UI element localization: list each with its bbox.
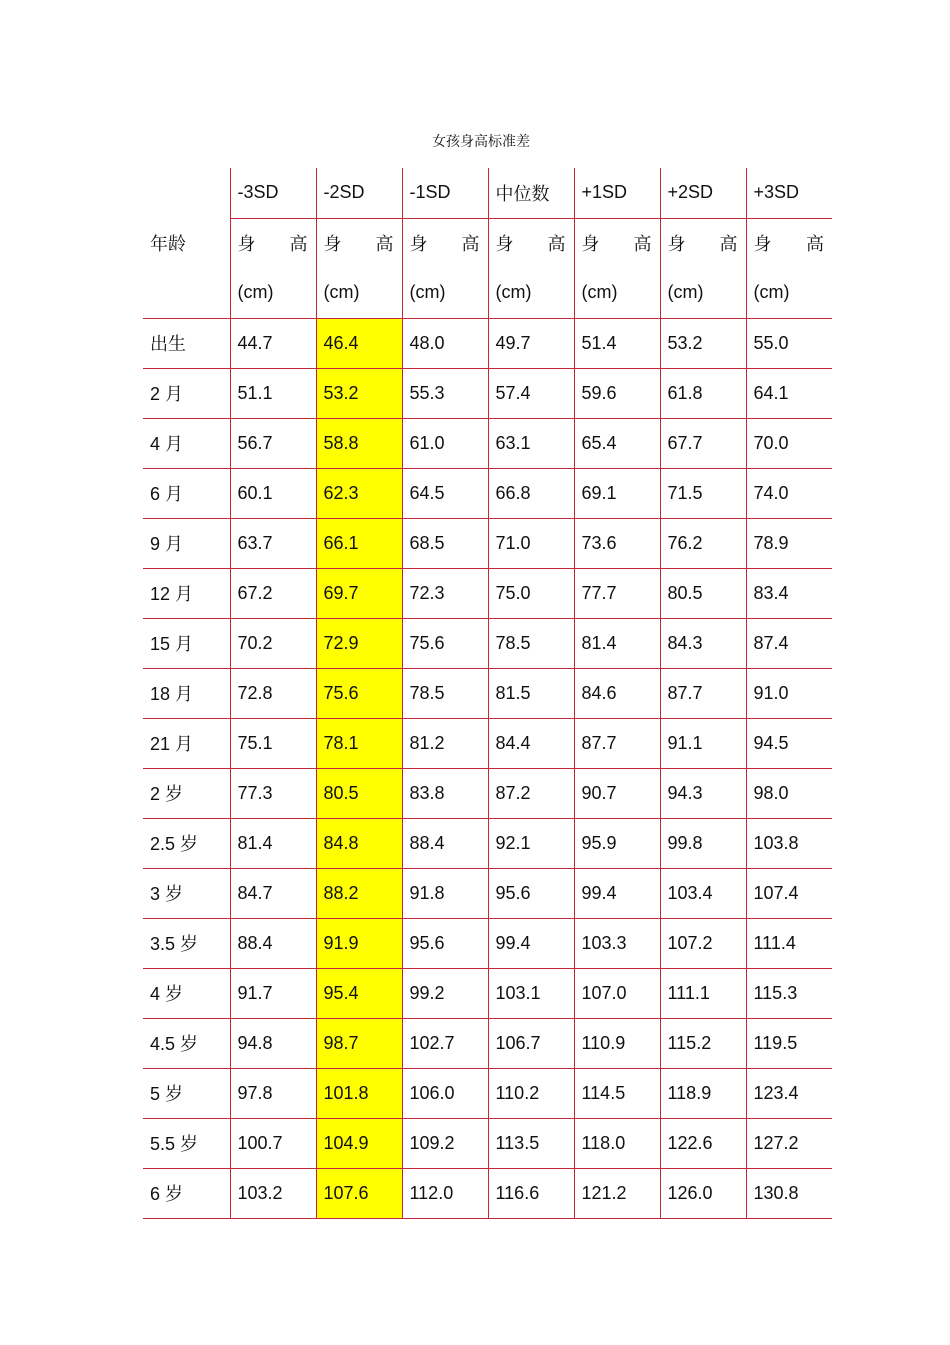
value-cell: 107.6 [316, 1168, 402, 1218]
value-cell: 69.7 [316, 568, 402, 618]
header-measure-left: 身 [581, 234, 600, 255]
age-cell: 5.5 岁 [143, 1118, 230, 1168]
value-cell: 65.4 [574, 418, 660, 468]
header-measure-right: 高 [289, 234, 308, 255]
value-cell: 83.8 [402, 768, 488, 818]
value-cell: 76.2 [660, 518, 746, 568]
value-cell: 75.0 [488, 568, 574, 618]
header-measure-left: 身 [667, 234, 686, 255]
value-cell: 87.7 [660, 668, 746, 718]
table-row [143, 468, 832, 518]
age-cell: 21 月 [143, 718, 230, 768]
value-cell: 107.2 [660, 918, 746, 968]
value-cell: 57.4 [488, 368, 574, 418]
value-cell: 63.1 [488, 418, 574, 468]
age-cell: 9 月 [143, 518, 230, 568]
header-measure-text [668, 230, 746, 256]
value-cell: 72.8 [230, 668, 316, 718]
value-cell: 115.2 [660, 1018, 746, 1068]
header-unit-cell: (cm) [316, 268, 402, 318]
header-measure-right: 高 [806, 234, 824, 255]
value-cell: 64.5 [402, 468, 488, 518]
value-cell: 112.0 [402, 1168, 488, 1218]
value-cell: 121.2 [574, 1168, 660, 1218]
value-cell: 100.7 [230, 1118, 316, 1168]
value-cell: 119.5 [746, 1018, 832, 1068]
value-cell: 88.4 [402, 818, 488, 868]
header-measure-text [582, 230, 660, 256]
header-col-minus1sd: -1SD [402, 168, 488, 218]
value-cell: 81.4 [574, 618, 660, 668]
value-cell: 62.3 [316, 468, 402, 518]
age-cell: 4 岁 [143, 968, 230, 1018]
header-measure-text [324, 230, 402, 256]
value-cell: 111.1 [660, 968, 746, 1018]
header-measure-left: 身 [495, 234, 514, 255]
age-cell: 6 岁 [143, 1168, 230, 1218]
value-cell: 90.7 [574, 768, 660, 818]
header-measure-cell [230, 218, 316, 268]
table-row [143, 668, 832, 718]
table-row [143, 1118, 832, 1168]
value-cell: 73.6 [574, 518, 660, 568]
value-cell: 53.2 [660, 318, 746, 368]
value-cell: 91.9 [316, 918, 402, 968]
value-cell: 78.5 [402, 668, 488, 718]
value-cell: 83.4 [746, 568, 832, 618]
header-row-sd [143, 168, 832, 218]
value-cell: 95.9 [574, 818, 660, 868]
table-row [143, 418, 832, 468]
value-cell: 77.3 [230, 768, 316, 818]
table-row [143, 868, 832, 918]
value-cell: 104.9 [316, 1118, 402, 1168]
header-measure-cell [488, 218, 574, 268]
value-cell: 126.0 [660, 1168, 746, 1218]
value-cell: 99.8 [660, 818, 746, 868]
value-cell: 122.6 [660, 1118, 746, 1168]
header-age-bottom [143, 268, 230, 318]
table-row [143, 718, 832, 768]
value-cell: 80.5 [660, 568, 746, 618]
value-cell: 98.7 [316, 1018, 402, 1068]
header-row-unit [143, 268, 832, 318]
table-row [143, 1018, 832, 1068]
header-measure-cell [316, 218, 402, 268]
value-cell: 78.9 [746, 518, 832, 568]
value-cell: 113.5 [488, 1118, 574, 1168]
header-measure-right: 高 [461, 234, 480, 255]
value-cell: 91.0 [746, 668, 832, 718]
value-cell: 101.8 [316, 1068, 402, 1118]
value-cell: 51.1 [230, 368, 316, 418]
value-cell: 81.4 [230, 818, 316, 868]
value-cell: 97.8 [230, 1068, 316, 1118]
value-cell: 77.7 [574, 568, 660, 618]
table-row [143, 1168, 832, 1218]
value-cell: 109.2 [402, 1118, 488, 1168]
table-row [143, 768, 832, 818]
value-cell: 116.6 [488, 1168, 574, 1218]
header-measure-text [754, 230, 833, 256]
age-cell: 2 月 [143, 368, 230, 418]
header-measure-left: 身 [753, 234, 772, 255]
value-cell: 88.4 [230, 918, 316, 968]
header-unit-cell: (cm) [574, 268, 660, 318]
table-row [143, 568, 832, 618]
value-cell: 91.7 [230, 968, 316, 1018]
value-cell: 87.7 [574, 718, 660, 768]
value-cell: 110.9 [574, 1018, 660, 1068]
age-cell: 4 月 [143, 418, 230, 468]
value-cell: 107.0 [574, 968, 660, 1018]
header-col-plus3sd: +3SD [746, 168, 832, 218]
header-measure-cell [574, 218, 660, 268]
header-col-minus2sd: -2SD [316, 168, 402, 218]
age-cell: 5 岁 [143, 1068, 230, 1118]
value-cell: 48.0 [402, 318, 488, 368]
value-cell: 107.4 [746, 868, 832, 918]
value-cell: 51.4 [574, 318, 660, 368]
value-cell: 72.3 [402, 568, 488, 618]
value-cell: 75.6 [316, 668, 402, 718]
header-age-label: 年龄 [143, 218, 230, 268]
header-col-plus1sd: +1SD [574, 168, 660, 218]
value-cell: 70.0 [746, 418, 832, 468]
value-cell: 88.2 [316, 868, 402, 918]
header-unit-cell: (cm) [746, 268, 832, 318]
value-cell: 75.6 [402, 618, 488, 668]
value-cell: 70.2 [230, 618, 316, 668]
header-age-spacer [143, 168, 230, 218]
value-cell: 103.3 [574, 918, 660, 968]
age-cell: 4.5 岁 [143, 1018, 230, 1068]
value-cell: 46.4 [316, 318, 402, 368]
value-cell: 69.1 [574, 468, 660, 518]
header-measure-left: 身 [409, 234, 428, 255]
value-cell: 53.2 [316, 368, 402, 418]
header-measure-cell [746, 218, 832, 268]
value-cell: 71.5 [660, 468, 746, 518]
value-cell: 92.1 [488, 818, 574, 868]
age-cell: 12 月 [143, 568, 230, 618]
value-cell: 72.9 [316, 618, 402, 668]
header-unit-cell: (cm) [230, 268, 316, 318]
table-row [143, 318, 832, 368]
value-cell: 66.8 [488, 468, 574, 518]
age-cell: 3 岁 [143, 868, 230, 918]
age-cell: 3.5 岁 [143, 918, 230, 968]
height-sd-table [143, 168, 832, 1219]
value-cell: 44.7 [230, 318, 316, 368]
age-cell: 2 岁 [143, 768, 230, 818]
header-row-measure [143, 218, 832, 268]
header-measure-right: 高 [375, 234, 394, 255]
value-cell: 95.6 [402, 918, 488, 968]
header-measure-cell [660, 218, 746, 268]
value-cell: 99.4 [574, 868, 660, 918]
header-measure-text [238, 230, 316, 256]
value-cell: 84.8 [316, 818, 402, 868]
header-col-minus3sd: -3SD [230, 168, 316, 218]
value-cell: 66.1 [316, 518, 402, 568]
value-cell: 123.4 [746, 1068, 832, 1118]
value-cell: 95.6 [488, 868, 574, 918]
table-row [143, 518, 832, 568]
header-measure-text [410, 230, 488, 256]
header-measure-text [496, 230, 574, 256]
value-cell: 67.7 [660, 418, 746, 468]
value-cell: 94.5 [746, 718, 832, 768]
value-cell: 71.0 [488, 518, 574, 568]
header-col-plus2sd: +2SD [660, 168, 746, 218]
value-cell: 87.2 [488, 768, 574, 818]
value-cell: 68.5 [402, 518, 488, 568]
table-row [143, 368, 832, 418]
value-cell: 84.3 [660, 618, 746, 668]
header-measure-left: 身 [323, 234, 342, 255]
page-title: 女孩身高标准差 [432, 134, 530, 150]
value-cell: 99.4 [488, 918, 574, 968]
value-cell: 84.4 [488, 718, 574, 768]
header-measure-cell [402, 218, 488, 268]
header-unit-cell: (cm) [402, 268, 488, 318]
header-unit-cell: (cm) [660, 268, 746, 318]
value-cell: 127.2 [746, 1118, 832, 1168]
value-cell: 103.4 [660, 868, 746, 918]
age-cell: 出生 [143, 318, 230, 368]
value-cell: 98.0 [746, 768, 832, 818]
header-measure-right: 高 [719, 234, 738, 255]
value-cell: 64.1 [746, 368, 832, 418]
value-cell: 81.5 [488, 668, 574, 718]
value-cell: 56.7 [230, 418, 316, 468]
value-cell: 49.7 [488, 318, 574, 368]
value-cell: 58.8 [316, 418, 402, 468]
header-unit-cell: (cm) [488, 268, 574, 318]
value-cell: 63.7 [230, 518, 316, 568]
value-cell: 102.7 [402, 1018, 488, 1068]
value-cell: 67.2 [230, 568, 316, 618]
value-cell: 130.8 [746, 1168, 832, 1218]
value-cell: 81.2 [402, 718, 488, 768]
header-measure-right: 高 [633, 234, 652, 255]
age-cell: 6 月 [143, 468, 230, 518]
value-cell: 55.0 [746, 318, 832, 368]
value-cell: 78.5 [488, 618, 574, 668]
value-cell: 111.4 [746, 918, 832, 968]
header-col-median: 中位数 [488, 168, 574, 218]
value-cell: 118.9 [660, 1068, 746, 1118]
table-body [143, 168, 832, 1218]
value-cell: 60.1 [230, 468, 316, 518]
value-cell: 84.6 [574, 668, 660, 718]
value-cell: 80.5 [316, 768, 402, 818]
table-row [143, 618, 832, 668]
table-row [143, 968, 832, 1018]
age-cell: 18 月 [143, 668, 230, 718]
value-cell: 94.8 [230, 1018, 316, 1068]
value-cell: 61.8 [660, 368, 746, 418]
value-cell: 84.7 [230, 868, 316, 918]
age-cell: 15 月 [143, 618, 230, 668]
value-cell: 99.2 [402, 968, 488, 1018]
value-cell: 95.4 [316, 968, 402, 1018]
value-cell: 106.0 [402, 1068, 488, 1118]
value-cell: 91.1 [660, 718, 746, 768]
value-cell: 61.0 [402, 418, 488, 468]
value-cell: 94.3 [660, 768, 746, 818]
value-cell: 103.2 [230, 1168, 316, 1218]
value-cell: 110.2 [488, 1068, 574, 1118]
value-cell: 55.3 [402, 368, 488, 418]
value-cell: 118.0 [574, 1118, 660, 1168]
value-cell: 59.6 [574, 368, 660, 418]
value-cell: 87.4 [746, 618, 832, 668]
value-cell: 91.8 [402, 868, 488, 918]
value-cell: 115.3 [746, 968, 832, 1018]
value-cell: 74.0 [746, 468, 832, 518]
value-cell: 103.1 [488, 968, 574, 1018]
table-row [143, 818, 832, 868]
value-cell: 114.5 [574, 1068, 660, 1118]
table-row [143, 918, 832, 968]
header-measure-left: 身 [237, 234, 256, 255]
value-cell: 103.8 [746, 818, 832, 868]
value-cell: 106.7 [488, 1018, 574, 1068]
age-cell: 2.5 岁 [143, 818, 230, 868]
header-measure-right: 高 [547, 234, 566, 255]
value-cell: 75.1 [230, 718, 316, 768]
table-row [143, 1068, 832, 1118]
value-cell: 78.1 [316, 718, 402, 768]
